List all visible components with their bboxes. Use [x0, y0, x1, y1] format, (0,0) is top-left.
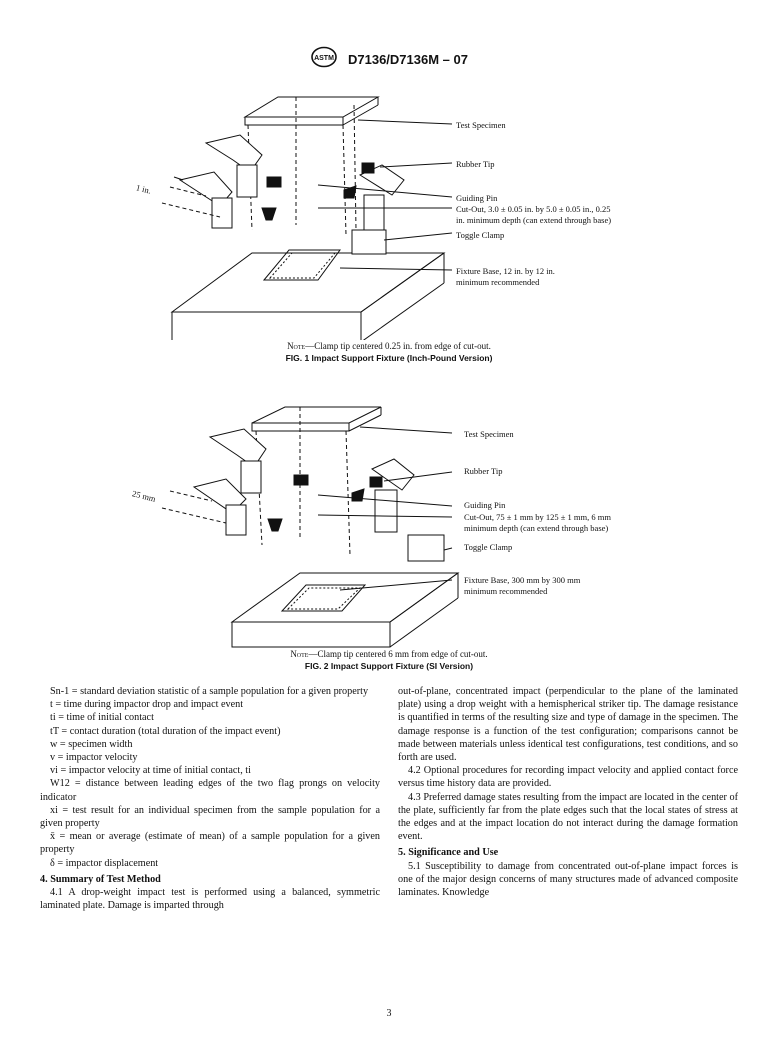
left-column [40, 685, 380, 912]
definition-item: Sn-1 = standard deviation statistic of a sample population for a given property [50, 686, 369, 697]
definition-item: xi = test result for an individual specimen from the sample population for a given property [40, 804, 380, 830]
definition-item: δ = impactor displacement [50, 857, 159, 869]
definition-item: x̄ = mean or average (estimate of mean) of a sample population for a given property [40, 831, 380, 856]
figure-2-drawing [0, 395, 778, 650]
paragraph-4-3: 4.3 Preferred damage states resulting from the impact are located in the center of the plate, sufficiently far from the plate edges such that the local states of stress at the edges and at the impact location do not interact during the damage formation event. [398, 791, 738, 843]
paragraph-5-1: 5.1 Susceptibility to damage from concentrated out-of-plane impact forces is one of the major design concerns of many structures made of advanced composite laminates. Knowledge [398, 860, 738, 899]
fig1-label-cutout-2: in. minimum depth (can extend through base) [456, 215, 612, 225]
figure-1 [0, 80, 778, 340]
right-column [398, 685, 738, 899]
figure-2 [0, 395, 778, 650]
fig2-label-fixture-base: Fixture Base, 300 mm by 300 mm [464, 575, 581, 585]
fig1-label-cutout: Cut-Out, 3.0 ± 0.05 in. by 5.0 ± 0.05 in., 0.25 [456, 204, 611, 214]
page-number: 3 [386, 1008, 392, 1019]
figure-1-drawing [0, 80, 778, 340]
fig1-label-guiding-pin: Guiding Pin [456, 193, 498, 203]
fig1-label-toggle-clamp: Toggle Clamp [456, 230, 505, 240]
fig2-label-guiding-pin: Guiding Pin [464, 500, 506, 510]
fig1-note: Note—Clamp tip centered 0.25 in. from edge of cut-out. [287, 341, 491, 351]
definition-item: w = specimen width [50, 738, 133, 750]
astm-logo-icon [310, 46, 338, 73]
fig1-caption: FIG. 1 Impact Support Fixture (Inch-Pound Version) [285, 353, 493, 363]
section-5-heading: 5. Significance and Use [398, 847, 499, 859]
fig2-dimension-label: 25 mm [131, 488, 157, 504]
definition-item: ti = time of initial contact [50, 712, 154, 724]
definition-item: tT = contact duration (total duration of the impact event) [50, 725, 281, 737]
fig2-label-rubber-tip: Rubber Tip [464, 466, 503, 476]
fig2-note: Note—Clamp tip centered 6 mm from edge of cut-out. [290, 649, 488, 659]
paragraph-4-1: 4.1 A drop-weight impact test is performed using a balanced, symmetric laminated plate. Damage is imparted through [40, 887, 380, 912]
fig2-label-fixture-base-2: minimum recommended [464, 586, 548, 596]
page-header [0, 46, 778, 73]
standard-designation: D7136/D7136M – 07 [348, 52, 468, 67]
fig2-caption: FIG. 2 Impact Support Fixture (SI Version) [304, 661, 474, 671]
fig1-label-fixture-base: Fixture Base, 12 in. by 12 in. [456, 266, 555, 276]
fig1-label-fixture-base-2: minimum recommended [456, 277, 540, 287]
svg-text:ASTM: ASTM [314, 55, 334, 62]
definition-item: v = impactor velocity [50, 752, 138, 764]
fig1-dimension-label: 1 in. [135, 182, 153, 196]
definition-item: t = time during impactor drop and impact event [50, 699, 244, 711]
fig2-label-cutout-2: minimum depth (can extend through base) [464, 523, 609, 533]
paragraph-4-2: 4.2 Optional procedures for recording impact velocity and applied contact force versus time history data are provided. [398, 765, 738, 790]
fig2-label-cutout: Cut-Out, 75 ± 1 mm by 125 ± 1 mm, 6 mm [464, 512, 611, 522]
fig2-label-test-specimen: Test Specimen [464, 429, 514, 439]
fig2-label-toggle-clamp: Toggle Clamp [464, 542, 513, 552]
fig1-label-rubber-tip: Rubber Tip [456, 159, 495, 169]
paragraph-4-1-continued: out-of-plane, concentrated impact (perpendicular to the plane of the laminated plate) using a drop weight with a hemispherical striker tip. The damage resistance is quantified in terms of the resulting size and type of damage in the specimen. The damage response is a function of the test configuration; comparisons cannot be made between materials unless identical test configurations, test conditions, and so forth are used. [398, 686, 738, 764]
definition-item: W12 = distance between leading edges of the two flag prongs on velocity indicator [40, 778, 380, 803]
fig1-label-test-specimen: Test Specimen [456, 120, 506, 130]
definition-item: vi = impactor velocity at time of initial contact, ti [50, 765, 251, 777]
section-4-heading: 4. Summary of Test Method [40, 873, 161, 885]
